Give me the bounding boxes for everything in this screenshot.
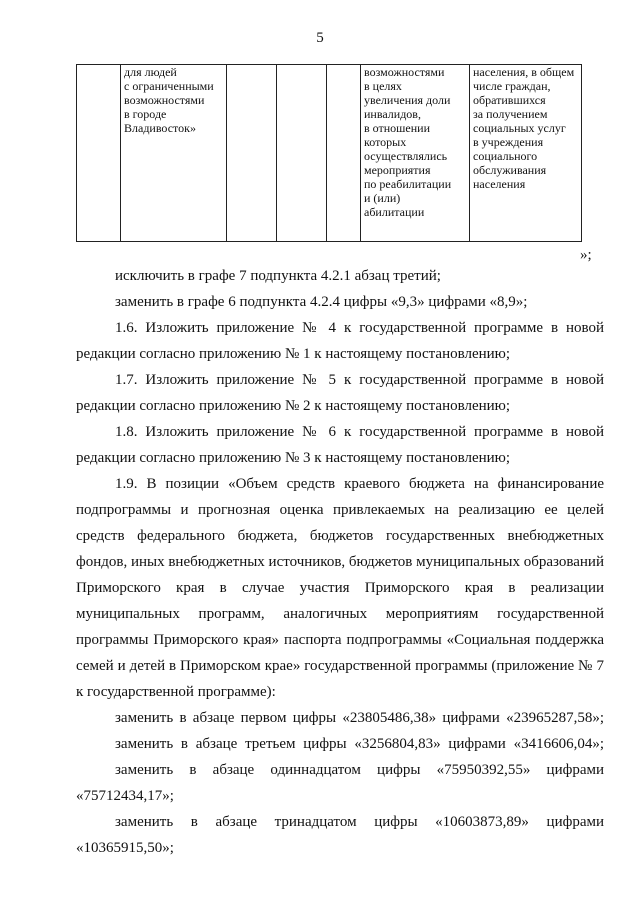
paragraph: заменить в абзаце одиннадцатом цифры «75950392,55» цифрами «75712434,17»; [76, 762, 604, 804]
table-cell: населения, в общем числе граждан, обратившихся за получением социальных услуг в учреждения социального обслуживания населения [470, 65, 582, 242]
paragraph: 1.9. В позиции «Объем средств краевого бюджета на финансирование подпрограммы и прогнозная оценка привлекаемых на реализацию ее целей средств федерального бюджета, бюджетов государственных внебюджетных фондов, иных внебюджетных источников, бюджетов муниципальных образований Приморского края в случае участия Приморского края в реализации муниципальных программ, аналогичных мероприятиям государственной программы Приморского края» паспорта подпрограммы «Социальная поддержка семей и детей в Приморском крае» государственной программы (приложение № 7 к государственной программе): [76, 476, 604, 700]
paragraph: заменить в абзаце тринадцатом цифры «10603873,89» цифрами «10365915,50»; [76, 814, 604, 856]
table-cell [327, 65, 361, 242]
document-body [76, 263, 604, 861]
paragraph: заменить в абзаце третьем цифры «3256804,83» цифрами «3416606,04»; [115, 736, 604, 752]
table-cell [77, 65, 121, 242]
table-row [77, 65, 582, 242]
table-cell [227, 65, 277, 242]
paragraph: 1.6. Изложить приложение № 4 к государственной программе в новой редакции согласно приложению № 1 к настоящему постановлению; [76, 320, 604, 362]
paragraph: заменить в абзаце первом цифры «23805486,38» цифрами «23965287,58»; [115, 710, 604, 726]
paragraph: 1.7. Изложить приложение № 5 к государственной программе в новой редакции согласно приложению № 2 к настоящему постановлению; [76, 372, 604, 414]
table-cell: возможностями в целях увеличения доли инвалидов, в отношении которых осуществлялись мероприятия по реабилитации и (или) абилитации [361, 65, 470, 242]
table-cell: для людей с ограниченными возможностями в городе Владивосток» [121, 65, 227, 242]
closing-quote: »; [580, 247, 592, 263]
paragraph: 1.8. Изложить приложение № 6 к государственной программе в новой редакции согласно приложению № 3 к настоящему постановлению; [76, 424, 604, 466]
table-cell [277, 65, 327, 242]
paragraph: исключить в графе 7 подпункта 4.2.1 абзац третий; [115, 268, 441, 284]
paragraph: заменить в графе 6 подпункта 4.2.4 цифры «9,3» цифрами «8,9»; [115, 294, 528, 310]
continuation-table [76, 64, 582, 242]
page-number: 5 [316, 30, 324, 46]
